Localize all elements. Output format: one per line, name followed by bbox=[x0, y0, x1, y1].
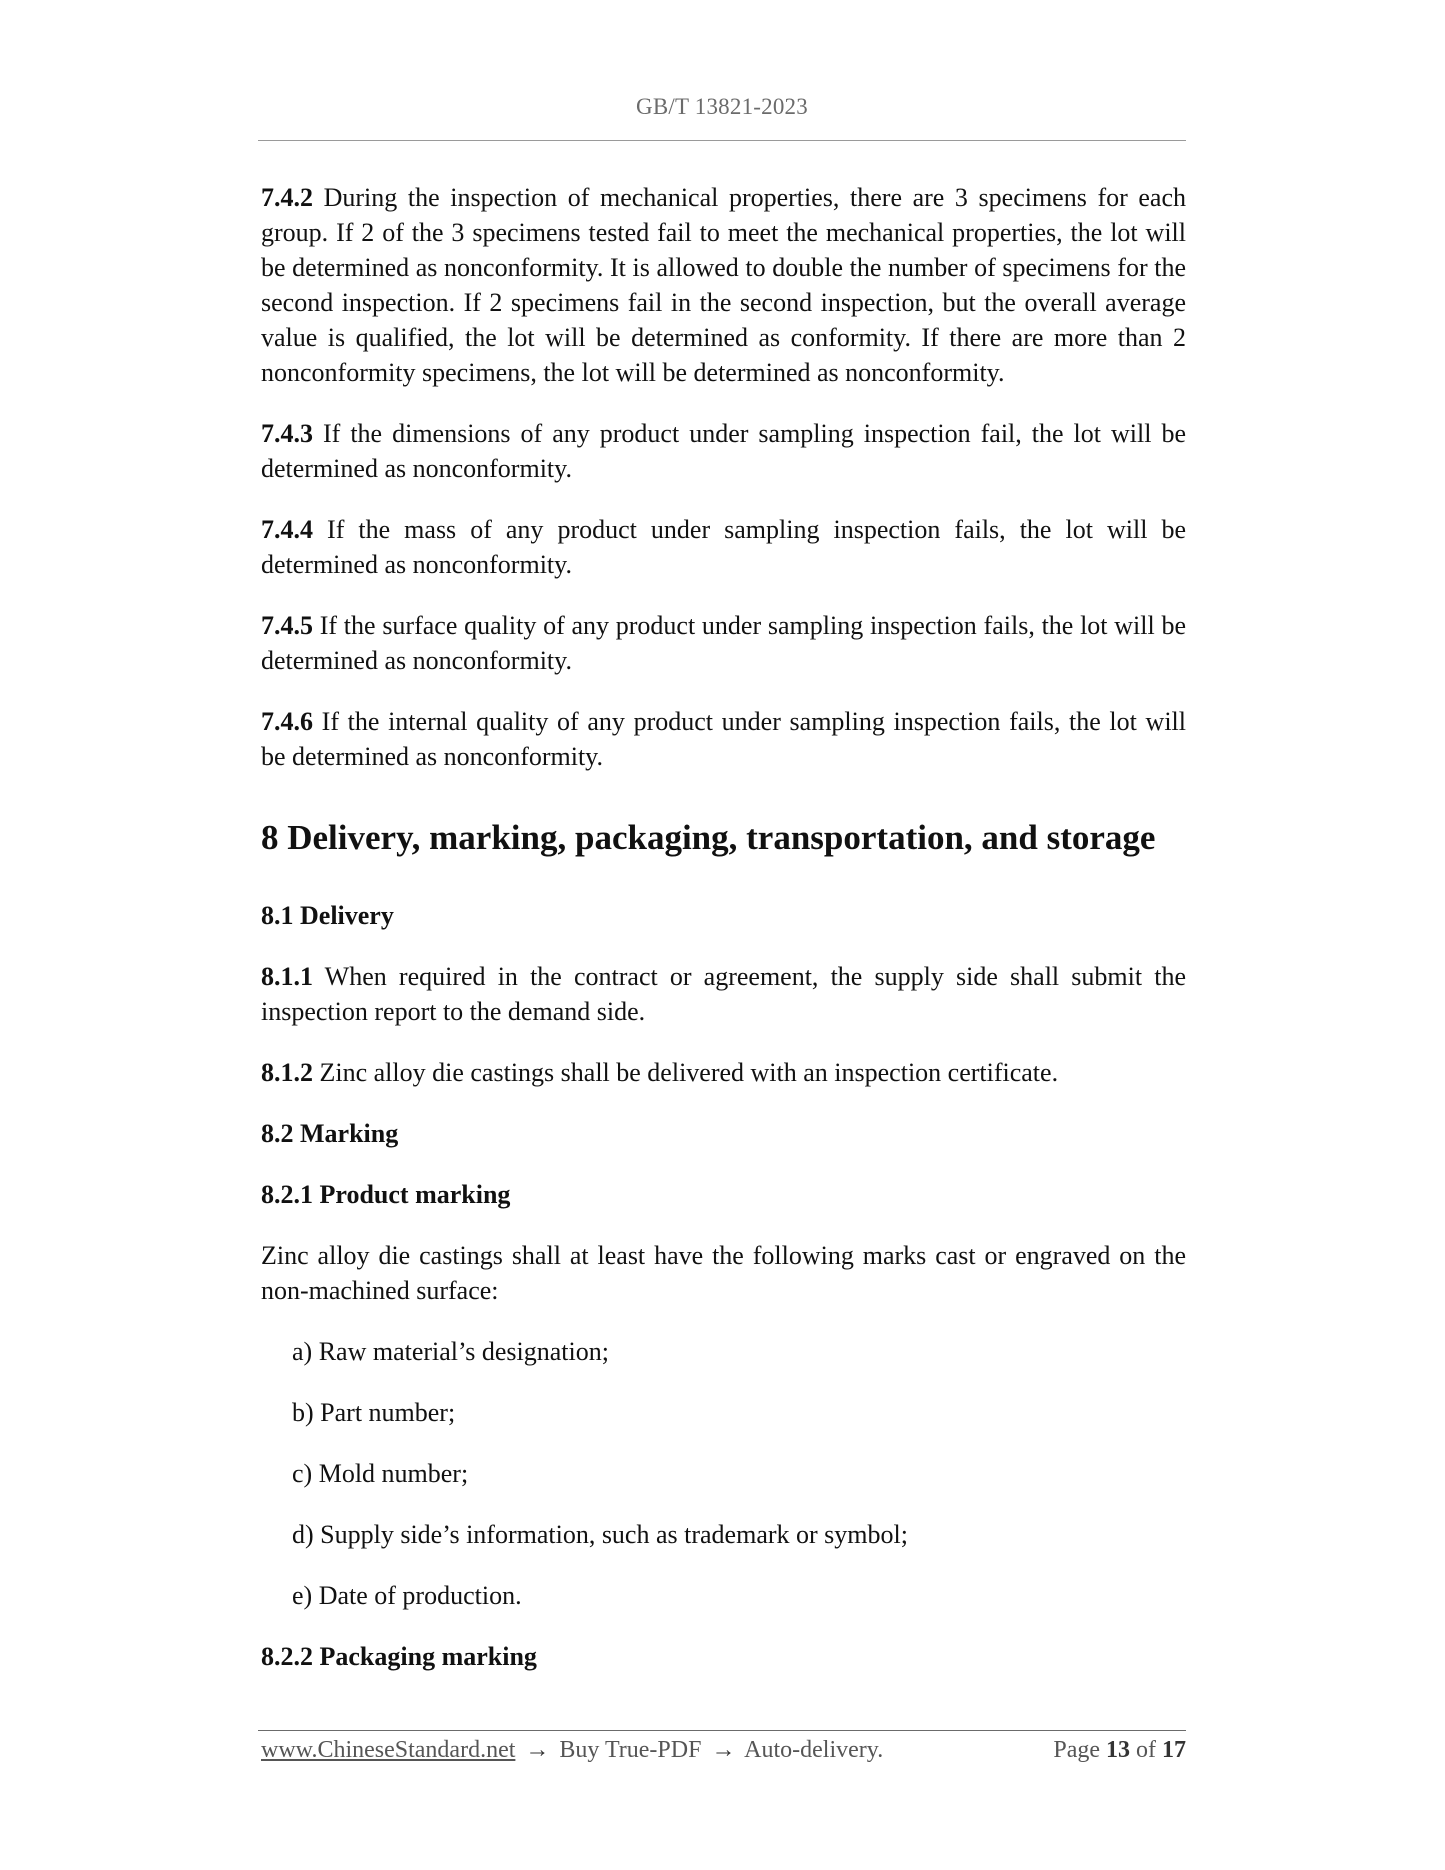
document-body bbox=[261, 180, 1186, 1700]
current-page-number: 13 bbox=[1106, 1737, 1130, 1763]
list-item: a) Raw material’s designation; bbox=[292, 1337, 609, 1366]
heading-8-2-1-product-marking: 8.2.1 Product marking bbox=[261, 1180, 511, 1209]
page-header-title: GB/T 13821-2023 bbox=[636, 94, 808, 119]
paragraph-7-4-4 bbox=[261, 512, 1186, 582]
heading-8-2-2-packaging-marking: 8.2.2 Packaging marking bbox=[261, 1642, 537, 1671]
list-item: c) Mold number; bbox=[292, 1459, 469, 1488]
heading-8-2-marking: 8.2 Marking bbox=[261, 1119, 399, 1148]
auto-delivery-text: Auto-delivery. bbox=[744, 1737, 884, 1763]
clause-number: 7.4.5 bbox=[261, 611, 313, 640]
clause-text: If the internal quality of any product under sampling inspection fails, the lot will be determined as nonconformity. bbox=[261, 707, 1186, 771]
clause-number: 7.4.6 bbox=[261, 707, 313, 736]
clause-text: Zinc alloy die castings shall be delivered with an inspection certificate. bbox=[313, 1058, 1059, 1087]
clause-text: When required in the contract or agreement, the supply side shall submit the inspection report to the demand side. bbox=[261, 962, 1186, 1026]
header-divider bbox=[258, 140, 1186, 141]
buy-true-pdf-text: Buy True-PDF bbox=[559, 1737, 702, 1763]
clause-text: During the inspection of mechanical properties, there are 3 specimens for each group. If 2 of the 3 specimens tested fail to meet the mechanical properties, the lot will be determined as nonconformity. It is allowed to double the number of specimens for the second inspection. If 2 specimens fail in the second inspection, but the overall average value is qualified, the lot will be determined as conformity. If there are more than 2 nonconformity specimens, the lot will be determined as nonconformity. bbox=[261, 183, 1186, 387]
clause-text: If the mass of any product under sampling inspection fails, the lot will be determined as nonconformity. bbox=[261, 515, 1186, 579]
heading-8-1-delivery: 8.1 Delivery bbox=[261, 901, 394, 930]
list-item: d) Supply side’s information, such as trademark or symbol; bbox=[292, 1520, 908, 1549]
paragraph-8-1-2 bbox=[261, 1055, 1186, 1090]
paragraph-7-4-2 bbox=[261, 180, 1186, 390]
clause-number: 7.4.4 bbox=[261, 515, 313, 544]
footer-divider bbox=[258, 1730, 1186, 1731]
clause-number: 8.1.2 bbox=[261, 1058, 313, 1087]
list-item: b) Part number; bbox=[292, 1398, 456, 1427]
paragraph-product-marking-intro: Zinc alloy die castings shall at least have the following marks cast or engraved on the non-machined surface: bbox=[261, 1241, 1186, 1305]
website-link[interactable]: www.ChineseStandard.net bbox=[261, 1737, 516, 1763]
clause-text: If the dimensions of any product under sampling inspection fail, the lot will be determined as nonconformity. bbox=[261, 419, 1186, 483]
clause-text: If the surface quality of any product under sampling inspection fails, the lot will be determined as nonconformity. bbox=[261, 611, 1186, 675]
arrow-right-icon: → bbox=[525, 1737, 550, 1763]
arrow-right-icon: → bbox=[711, 1737, 736, 1763]
paragraph-7-4-5 bbox=[261, 608, 1186, 678]
page-indicator bbox=[1053, 1734, 1186, 1766]
page-label: Page bbox=[1053, 1737, 1100, 1763]
list-item: e) Date of production. bbox=[292, 1581, 522, 1610]
page-footer bbox=[261, 1734, 1186, 1766]
total-page-number: 17 bbox=[1162, 1737, 1186, 1763]
clause-number: 7.4.2 bbox=[261, 183, 313, 212]
of-label: of bbox=[1136, 1737, 1156, 1763]
paragraph-8-1-1 bbox=[261, 959, 1186, 1029]
section-8-title: 8 Delivery, marking, packaging, transportation, and storage bbox=[261, 818, 1156, 857]
clause-number: 8.1.1 bbox=[261, 962, 313, 991]
paragraph-7-4-3 bbox=[261, 416, 1186, 486]
clause-number: 7.4.3 bbox=[261, 419, 313, 448]
paragraph-7-4-6 bbox=[261, 704, 1186, 774]
